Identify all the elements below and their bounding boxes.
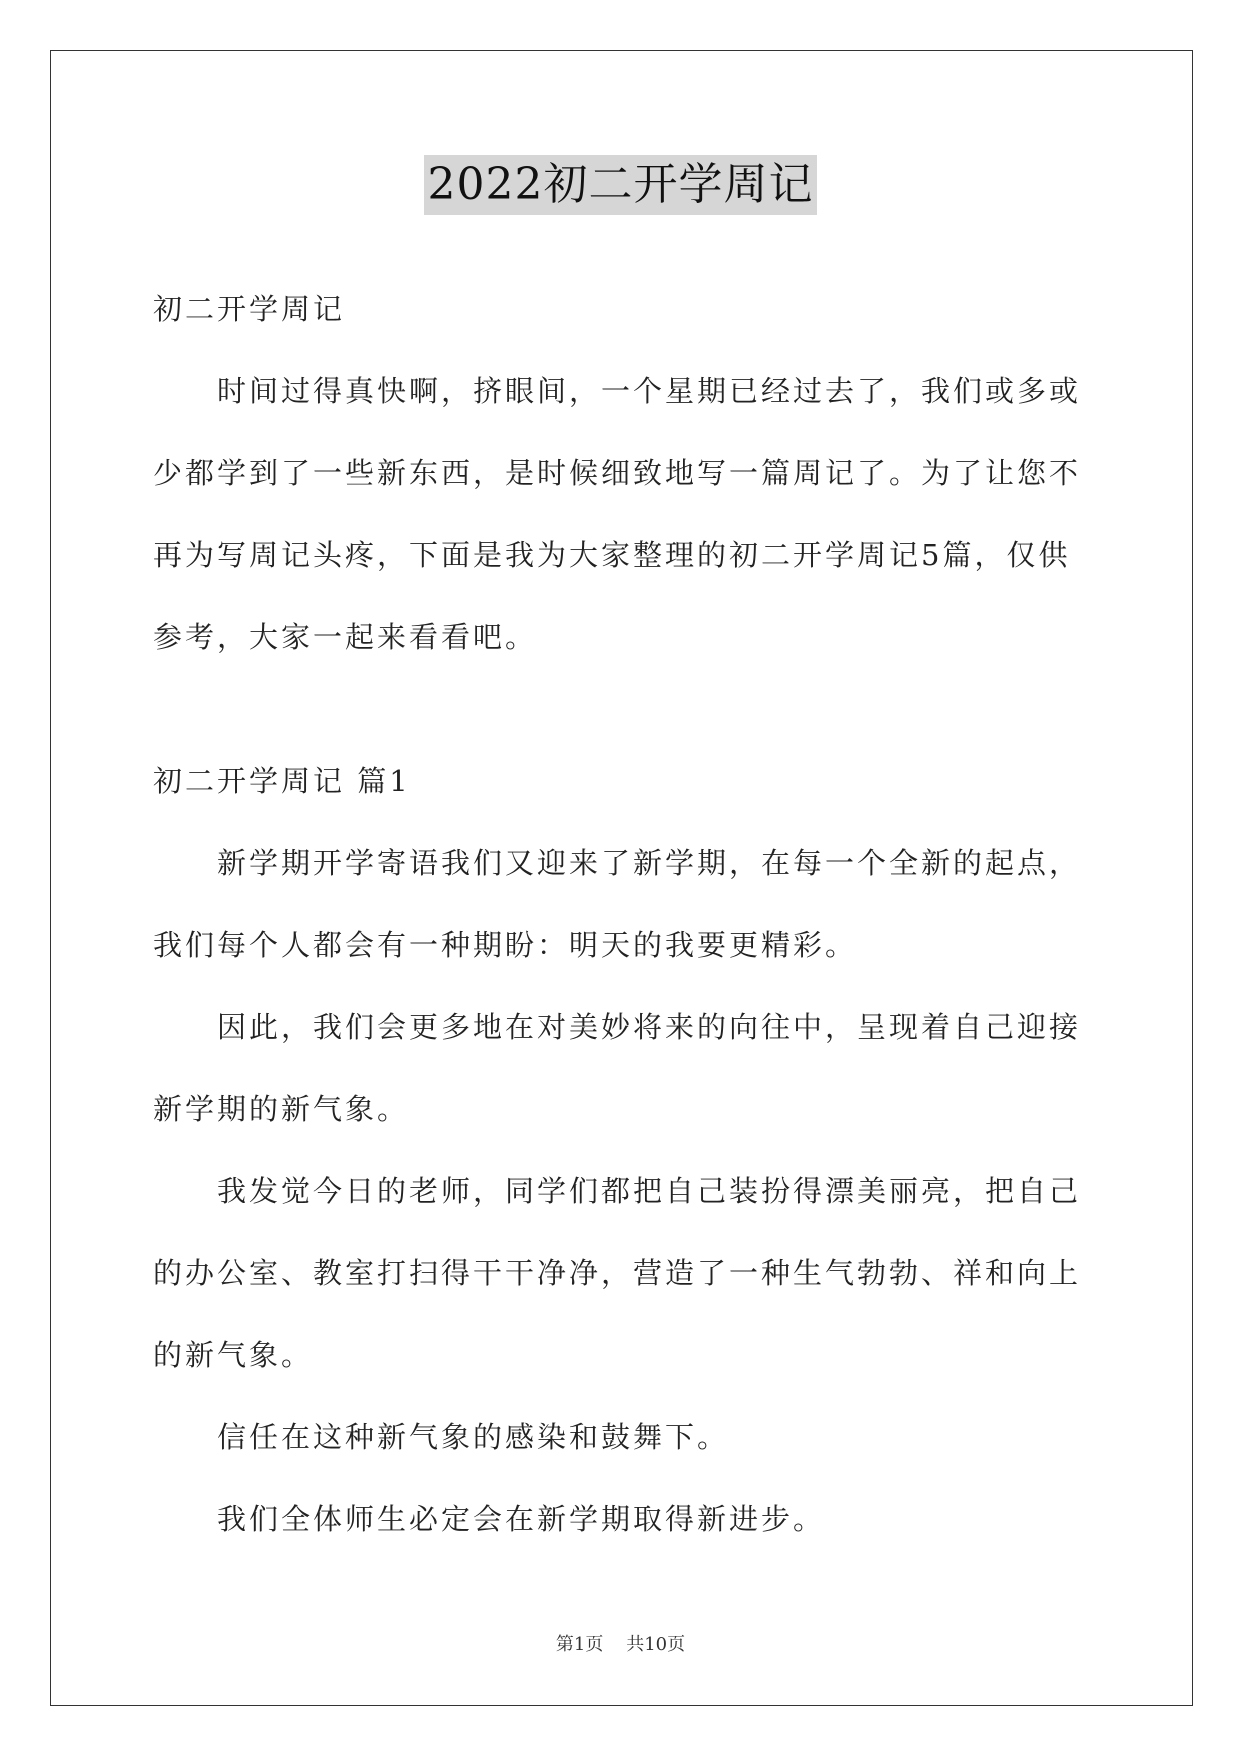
document-title: 2022初二开学周记	[424, 155, 818, 215]
section-1-paragraph-5: 我们全体师生必定会在新学期取得新进步。	[217, 1502, 826, 1536]
section-1-paragraph-3: 我发觉今日的老师，同学们都把自己装扮得漂美丽亮，把自己的办公室、教室打扫得干干净净，营造了一种生气勃勃、祥和向上的新气象。	[153, 1174, 1082, 1372]
intro-paragraph: 时间过得真快啊，挤眼间，一个星期已经过去了，我们或多或少都学到了一些新东西，是时候细致地写一篇周记了。为了让您不再为写周记头疼，下面是我为大家整理的初二开学周记5篇，仅供参考，大家一起来看看吧。	[153, 374, 1082, 654]
footer-spacer	[603, 1634, 626, 1655]
intro-heading: 初二开学周记	[153, 292, 346, 326]
section-1-paragraph-2: 因此，我们会更多地在对美妙将来的向往中，呈现着自己迎接新学期的新气象。	[153, 1010, 1082, 1126]
page-footer	[0, 1630, 1241, 1656]
document-body	[153, 268, 1093, 1560]
section-1-paragraph-1: 新学期开学寄语我们又迎来了新学期，在每一个全新的起点，我们每个人都会有一种期盼：明天的我要更精彩。	[153, 846, 1082, 962]
page-number: 第1页	[555, 1634, 604, 1655]
section-1-paragraph-4: 信任在这种新气象的感染和鼓舞下。	[217, 1420, 730, 1454]
section-spacer	[153, 678, 1093, 740]
title-container	[0, 155, 1241, 215]
section-1-heading: 初二开学周记 篇1	[153, 764, 411, 798]
page-total: 共10页	[626, 1634, 686, 1655]
